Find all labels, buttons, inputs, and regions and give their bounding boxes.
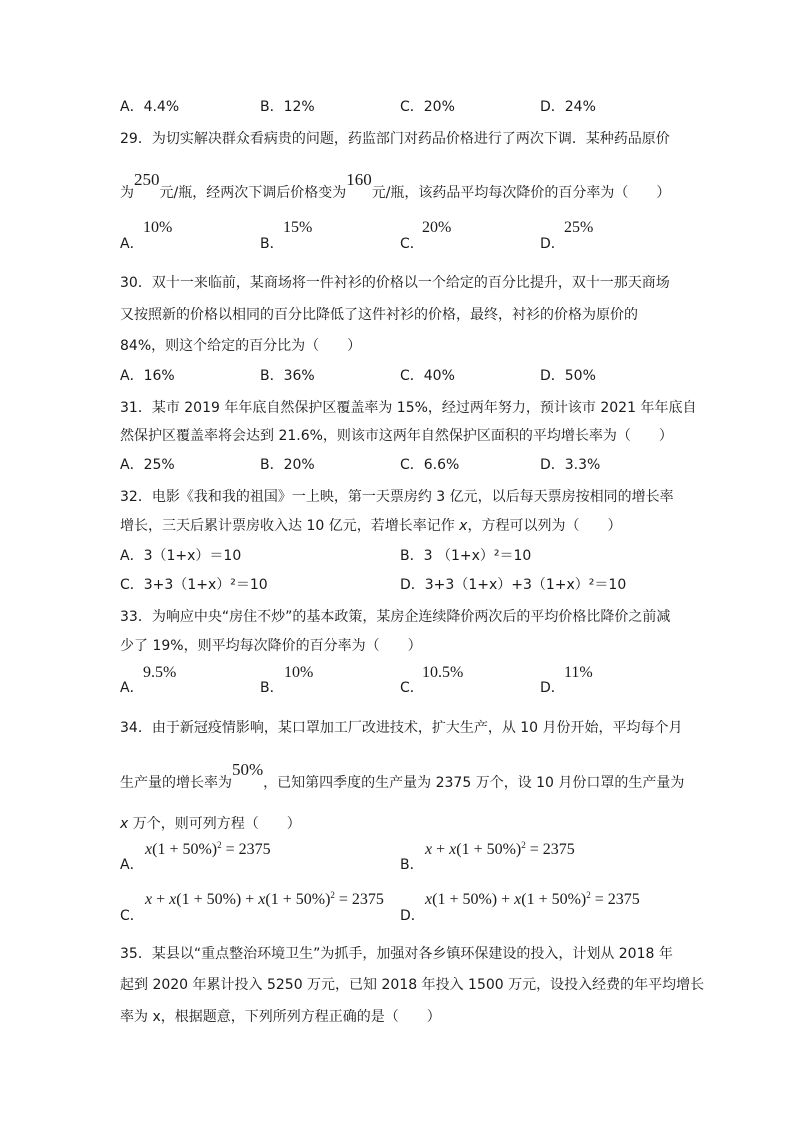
q35-stem-line-2: 起到 2020 年累计投入 5250 万元，已知 2018 年投入 1500 万元，设投入经费的年平均增长 (120, 977, 705, 993)
q32-variable: x (459, 518, 468, 534)
q35-stem-line-3: 率为 x，根据题意，下列所列方程正确的是（ ） (120, 1009, 441, 1025)
q30-option-d: D．50% (540, 368, 596, 384)
q29-option-b-value: 15% (283, 219, 313, 236)
q28-option-d: D．24% (540, 99, 596, 115)
q29-option-c-value: 20% (422, 219, 452, 236)
q30-option-c: C．40% (400, 368, 455, 384)
q31-stem-line-1: 31．某市 2019 年年底自然保护区覆盖率为 15%，经过两年努力，预计该市 2021 年年底自 (120, 400, 697, 416)
q34-option-a-letter: A． (120, 857, 144, 873)
q29-final-price: 160 (346, 170, 372, 189)
q33-option-a-letter: A． (120, 680, 144, 696)
q31-option-a: A．25% (120, 457, 175, 473)
q34-stem-suffix: ，已知第四季度的生产量为 2375 万个，设 10 月份口罩的生产量为 (263, 775, 685, 791)
q32-option-a: A．3（1+x）＝10 (120, 548, 242, 564)
q34-variable: x (120, 816, 129, 832)
q34-option-c-letter: C． (120, 908, 144, 924)
q33-option-b-value: 10% (284, 664, 314, 681)
q33-option-b-letter: B． (260, 680, 284, 696)
q32-stem-prefix: 增长，三天后累计票房收入达 10 亿元，若增长率记作 (120, 518, 460, 534)
q34-option-d-equation: $x(1 + 50\%) + x(1 + 50\%)^2 = 2375$ (425, 890, 640, 908)
q29-option-d-value: 25% (564, 219, 594, 236)
q29-stem-line-2 (120, 170, 671, 203)
q33-stem-line-2: 少了 19%，则平均每次降价的百分率为（ ） (120, 638, 422, 654)
q29-option-a-value: 10% (143, 219, 173, 236)
q31-stem-line-2: 然保护区覆盖率将会达到 21.6%，则该市这两年自然保护区面积的平均增长率为（ ） (120, 428, 673, 444)
q29-option-b-letter: B． (260, 236, 284, 252)
q33-option-c-value: 10.5% (422, 664, 464, 681)
q34-option-c-equation: $x + x(1 + 50\%) + x(1 + 50\%)^2 = 2375$ (145, 890, 384, 908)
q29-original-price: 250 (134, 170, 160, 189)
q28-option-b: B．12% (260, 99, 315, 115)
q32-stem-suffix: ，方程可以列为（ ） (467, 518, 622, 534)
q29-stem-line-1: 29．为切实解决群众看病贵的问题，药监部门对药品价格进行了两次下调．某种药品原价 (120, 131, 670, 147)
q34-option-a-equation: $x(1 + 50\%)^2 = 2375$ (145, 840, 271, 858)
q30-stem-line-1: 30．双十一来临前，某商场将一件衬衫的价格以一个给定的百分比提升，双十一那天商场 (120, 275, 670, 291)
q34-stem-suffix-2: 万个，则可列方程（ ） (128, 816, 301, 832)
q34-option-b-equation: $x + x(1 + 50\%)^2 = 2375$ (425, 840, 575, 858)
q32-option-c: C．3+3（1+x）²＝10 (120, 577, 268, 593)
q33-stem-line-1: 33．为响应中央“房住不炒”的基本政策，某房企连续降价两次后的平均价格比降价之前减 (120, 609, 671, 625)
q29-option-d-letter: D． (540, 236, 565, 252)
q29-option-a-letter: A． (120, 236, 144, 252)
q30-option-a: A．16% (120, 368, 175, 384)
q31-option-b: B．20% (260, 457, 315, 473)
q32-option-b: B．3 （1+x）²＝10 (400, 548, 532, 564)
q28-option-a: A．4.4% (120, 99, 180, 115)
q33-option-c-letter: C． (400, 680, 424, 696)
q34-growth-rate: 50% (232, 760, 264, 779)
q33-option-a-value: 9.5% (143, 664, 177, 681)
q31-option-d: D．3.3% (540, 457, 601, 473)
q35-stem-line-1: 35．某县以“重点整治环境卫生”为抓手，加强对各乡镇环保建设的投入，计划从 2018 年 (120, 946, 673, 962)
q32-option-d: D．3+3（1+x）+3（1+x）²＝10 (400, 577, 627, 593)
q34-option-d-letter: D． (400, 908, 425, 924)
q29-stem-middle: 元/瓶，经两次下调后价格变为 (159, 185, 347, 201)
q32-stem-line-1: 32．电影《我和我的祖国》一上映，第一天票房约 3 亿元，以后每天票房按相同的增长率 (120, 489, 674, 505)
q30-stem-line-3: 84%，则这个给定的百分比为（ ） (120, 338, 362, 354)
q34-stem-line-2 (120, 760, 685, 793)
q33-option-d-value: 11% (564, 664, 593, 681)
q29-stem-suffix: 元/瓶，该药品平均每次降价的百分率为（ ） (371, 185, 671, 201)
q30-stem-line-2: 又按照新的价格以相同的百分比降低了这件衬衫的价格，最终，衬衫的价格为原价的 (120, 307, 638, 323)
q33-option-d-letter: D． (540, 680, 565, 696)
q31-option-c: C．6.6% (400, 457, 460, 473)
q28-option-c: C．20% (400, 99, 455, 115)
q29-option-c-letter: C． (400, 236, 424, 252)
q30-option-b: B．36% (260, 368, 315, 384)
q29-stem-prefix: 为 (120, 185, 134, 201)
q34-stem-line-1: 34．由于新冠疫情影响，某口罩加工厂改进技术，扩大生产，从 10 月份开始，平均每个月 (120, 720, 683, 736)
q34-stem-prefix: 生产量的增长率为 (120, 775, 232, 791)
q34-option-b-letter: B． (400, 857, 424, 873)
q32-stem-line-2 (120, 516, 621, 536)
q34-stem-line-3 (120, 814, 301, 834)
